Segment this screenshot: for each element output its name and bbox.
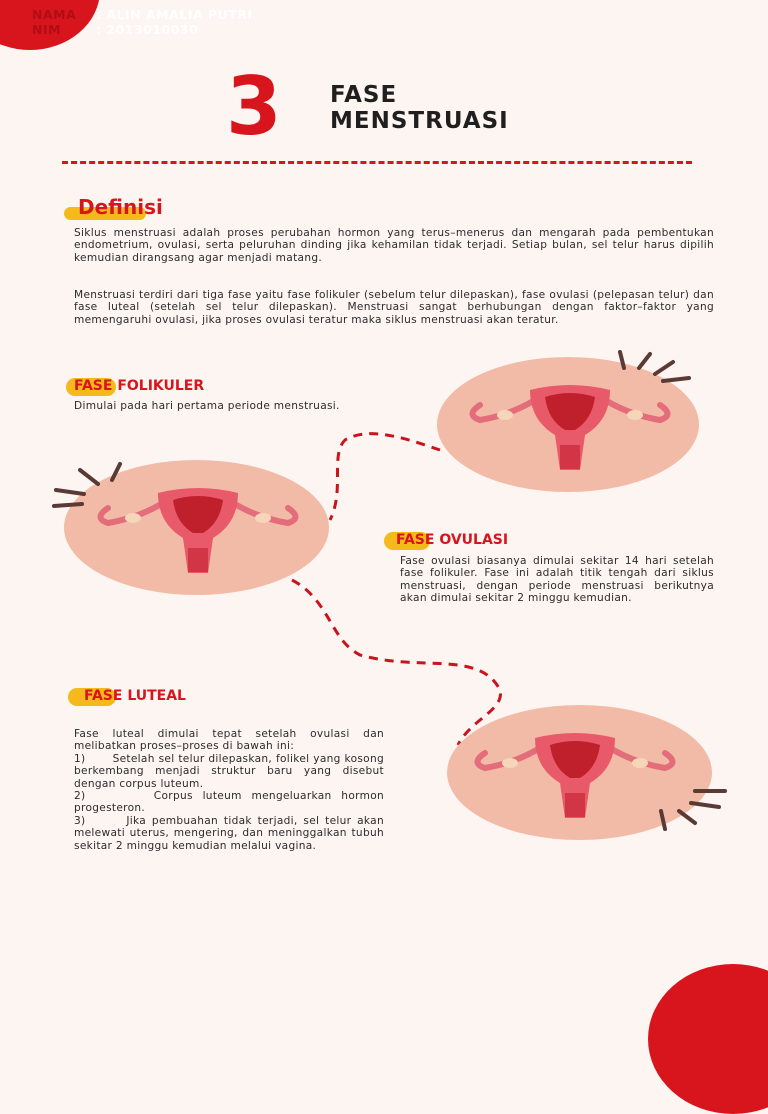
nim-value: : 2013010030 bbox=[96, 22, 199, 37]
section-number: 3 bbox=[226, 60, 282, 153]
sparkle-lines-2 bbox=[50, 460, 130, 510]
definisi-paragraph-2: Menstruasi terdiri dari tiga fase yaitu fase folikuler (sebelum telur dilepaskan), fase ovulasi (pelepasan telur) dan fase luteal (setelah sel telur dilepaskan). Menstruasi sangat berhubungan dengan faktor–faktor yang memengaruhi ovulasi, jika proses ovulasi teratur maka siklus menstruasi akan teratur. bbox=[74, 289, 714, 326]
nim-label: NIM bbox=[32, 22, 62, 37]
name-label: NAMA bbox=[32, 7, 77, 22]
luteal-item-3: 3) Jika pembuahan tidak terjadi, sel telur akan melewati uterus, mengering, dan meninggalkan tubuh sekitar 2 minggu kemudian melalui vagina. bbox=[74, 814, 384, 852]
luteal-text bbox=[74, 728, 384, 852]
sparkle-lines-1 bbox=[615, 348, 695, 388]
name-value: : ALIN AMALIA PUTRI bbox=[96, 7, 253, 22]
luteal-item-1: 1) Setelah sel telur dilepaskan, folikel yang kosong berkembang menjadi struktur baru yang disebut dengan corpus luteum. bbox=[74, 752, 384, 790]
title-line-2: MENSTRUASI bbox=[330, 108, 509, 134]
title-line-1: FASE bbox=[330, 82, 398, 108]
folikuler-heading: FASE FOLIKULER bbox=[74, 378, 205, 394]
luteal-heading: FASE LUTEAL bbox=[84, 688, 186, 704]
sparkle-lines-3 bbox=[655, 785, 735, 835]
luteal-intro: Fase luteal dimulai tepat setelah ovulasi dan melibatkan proses–proses di bawah ini: bbox=[74, 728, 384, 753]
uterus-icon bbox=[460, 375, 680, 485]
uterus-icon bbox=[465, 723, 685, 833]
definisi-heading: Definisi bbox=[78, 195, 163, 219]
luteal-item-2: 2) Corpus luteum mengeluarkan hormon progesteron. bbox=[74, 790, 384, 815]
definisi-paragraph-1: Siklus menstruasi adalah proses perubahan hormon yang terus–menerus dan mengarah pada pembentukan endometrium, ovulasi, serta peluruhan dinding jika kehamilan tidak terjadi. Setiap bulan, sel telur harus dipilih kemudian dirangsang agar menjadi matang. bbox=[74, 227, 714, 264]
ovulasi-heading: FASE OVULASI bbox=[396, 532, 509, 548]
ovulasi-text: Fase ovulasi biasanya dimulai sekitar 14 hari setelah fase folikuler. Fase ini adalah titik tengah dari siklus menstruasi, dengan periode menstruasi berikutnya akan dimulai sekitar 2 minggu kemudian. bbox=[400, 555, 714, 605]
folikuler-text: Dimulai pada hari pertama periode menstruasi. bbox=[74, 400, 340, 412]
